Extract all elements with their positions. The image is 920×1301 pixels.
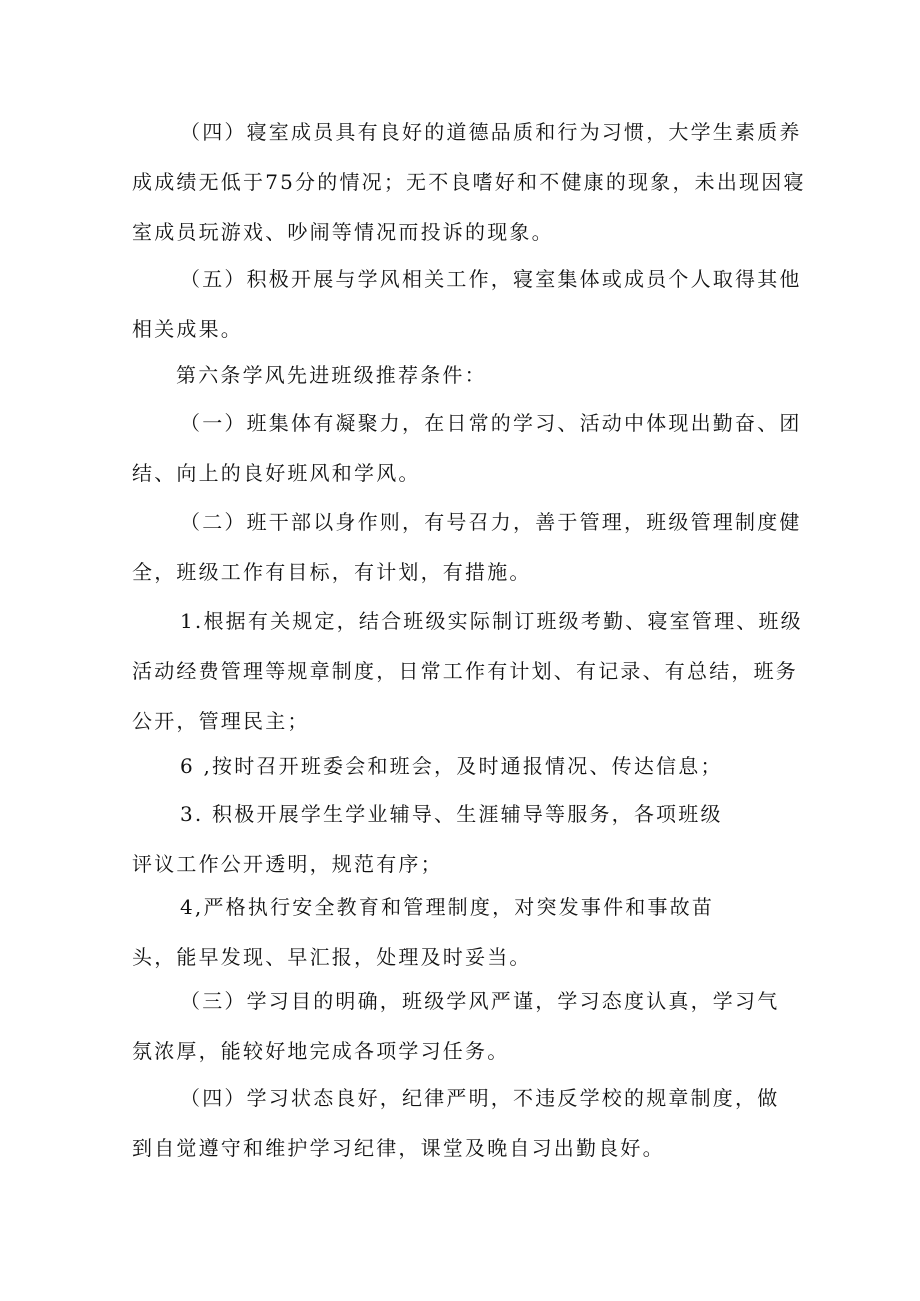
paragraph-class-leaders [0,497,920,597]
text-line: 评议工作公开透明，规范有序； [132,852,443,876]
text-line: 活动经费管理等规章制度，日常工作有计划、有记录、有总结，班务 [132,659,798,683]
paragraph-study-discipline [0,1073,920,1173]
paragraph-item-4 [0,882,920,982]
text-line: 4,严格执行安全教育和管理制度，对突发事件和事故苗 [180,895,715,919]
text-line: 室成员玩游戏、吵闹等情况而投诉的现象。 [132,220,554,244]
paragraph-item-6 [0,741,920,791]
article-heading [0,350,920,400]
text-line: 第六条学风先进班级推荐条件： [176,363,487,387]
text-line: 公开，管理民主； [132,709,310,733]
text-line: 6 ,按时召开班委会和班会，及时通报情况、传达信息； [180,754,723,778]
text-line: 1.根据有关规定，结合班级实际制订班级考勤、寝室管理、班级 [180,609,803,633]
text-line: 全，班级工作有目标，有计划，有措施。 [132,560,532,584]
paragraph-class-cohesion [0,398,920,498]
text-line: 3. 积极开展学生学业辅导、生涯辅导等服务，各项班级 [180,802,723,826]
text-line: 结、向上的良好班风和学风。 [132,461,421,485]
paragraph-item-1 [0,596,920,746]
text-line: 头，能早发现、早汇报，处理及时妥当。 [132,945,532,969]
text-line: （一）班集体有凝聚力，在日常的学习、活动中体现出勤奋、团 [180,411,802,435]
text-line: 氛浓厚，能较好地完成各项学习任务。 [132,1039,510,1063]
text-line: （四）学习状态良好，纪律严明，不违反学校的规章制度，做 [180,1086,780,1110]
text-line: （四）寝室成员具有良好的道德品质和行为习惯，大学生素质养 [180,120,802,144]
paragraph-study-achievements [0,254,920,354]
text-line: （三）学习目的明确，班级学风严谨，学习态度认真，学习气 [180,989,780,1013]
paragraph-dorm-conduct [0,107,920,257]
paragraph-item-3 [0,789,920,889]
text-line: （五）积极开展与学风相关工作，寝室集体或成员个人取得其他 [180,267,802,291]
paragraph-study-goals [0,976,920,1076]
text-line: 到自觉遵守和维护学习纪律，课堂及晚自习出勤良好。 [132,1136,665,1160]
text-line: （二）班干部以身作则，有号召力，善于管理，班级管理制度健 [180,510,802,534]
text-line: 成成绩无低于75分的情况；无不良嗜好和不健康的现象，未出现因寝 [132,170,806,194]
text-line: 相关成果。 [132,317,243,341]
